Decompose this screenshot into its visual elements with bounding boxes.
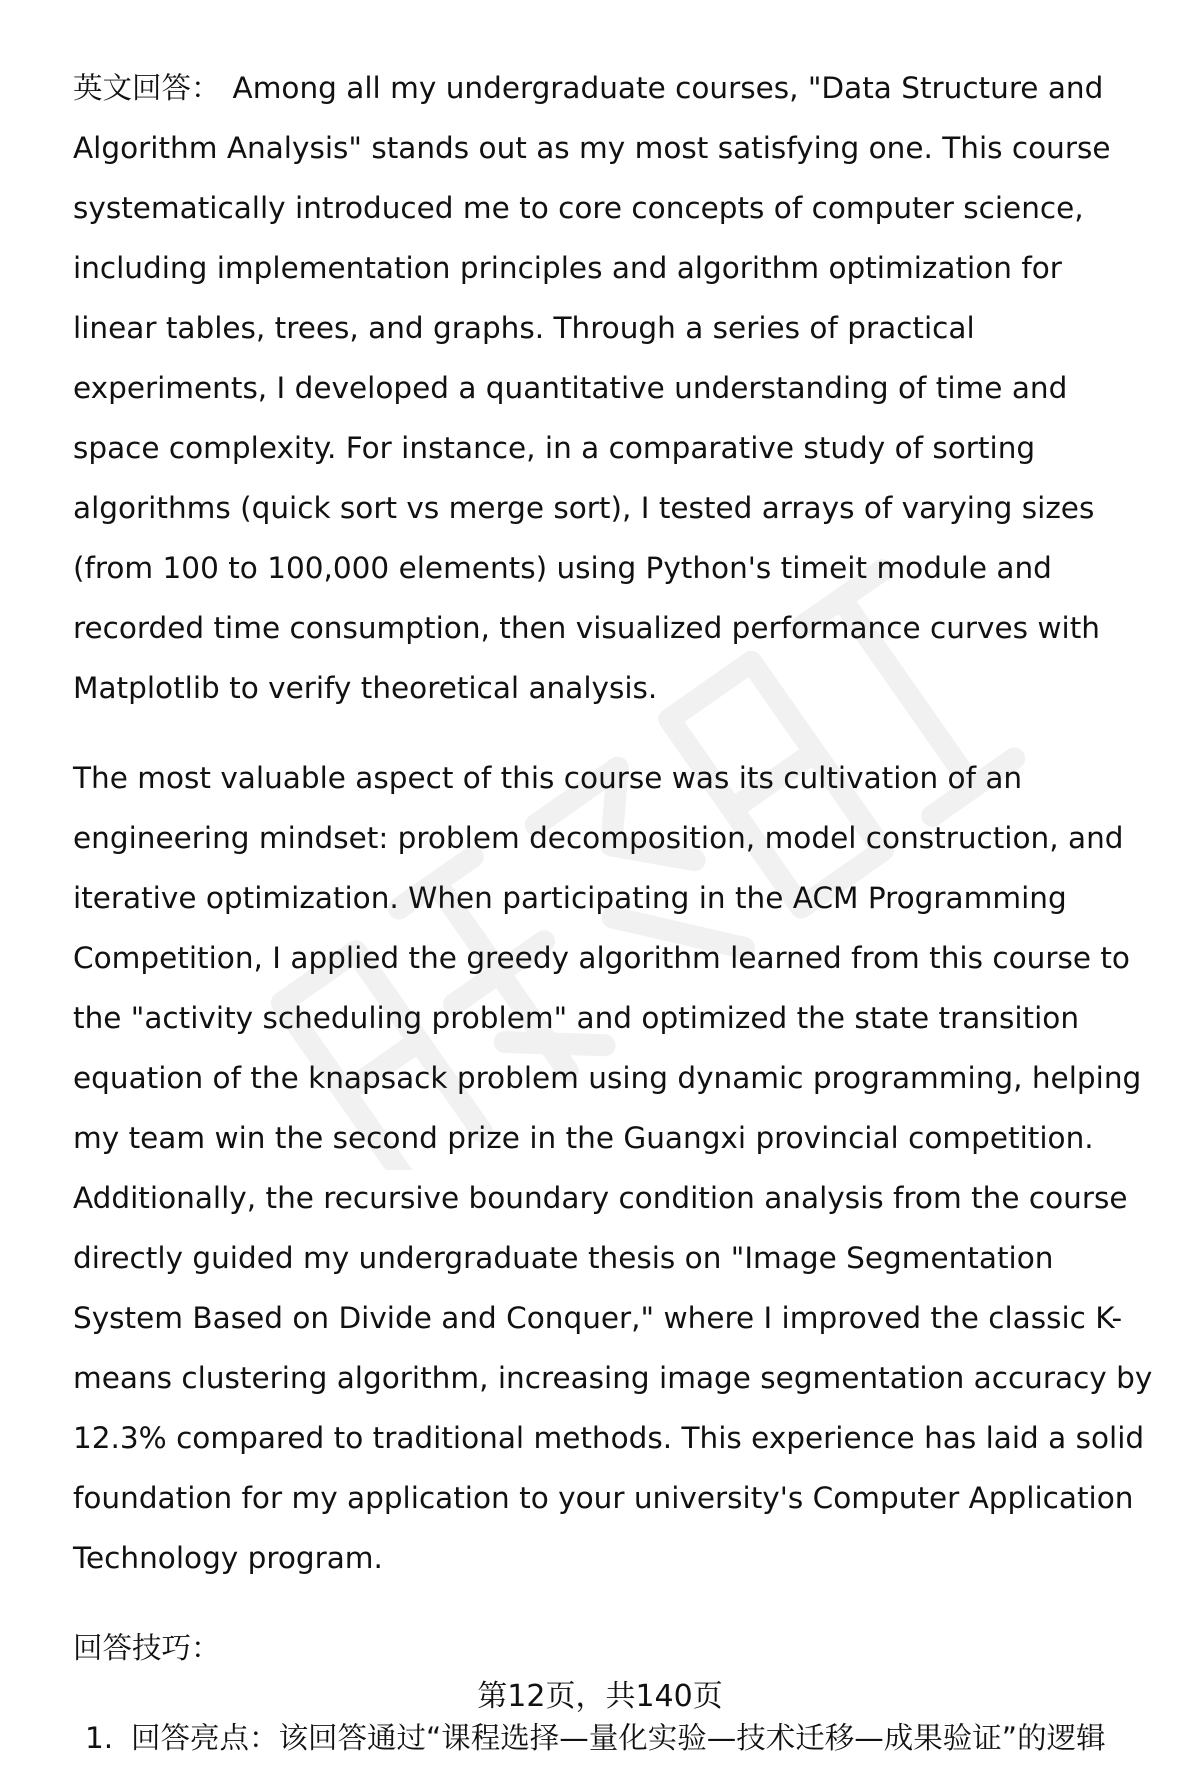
- tips-heading: 回答技巧：: [73, 1631, 221, 1665]
- list-item-number: 1.: [85, 1721, 114, 1755]
- english-answer-paragraph-1: [73, 58, 1153, 718]
- english-answer-label: 英文回答：: [73, 71, 221, 105]
- english-answer-paragraph-2: The most valuable aspect of this course was its cultivation of an engineering mindset: problem decomposition, model construction, and iterative optimization. When participating in the ACM Programming Competition, I applied the greedy algorithm learned from this course to the "activity scheduling problem" and optimized the state transition equation of the knapsack problem using dynamic programming, helping my team win the second prize in the Guangxi provincial competition. Additionally, the recursive boundary condition analysis from the course directly guided my undergraduate thesis on "Image Segmentation System Based on Divide and Conquer," where I improved the classic K-means clustering algorithm, increasing image segmentation accuracy by 12.3% compared to traditional methods. This experience has laid a solid foundation for my application to your university's Computer Application Technology program.: [73, 761, 1153, 1575]
- english-answer-text-1: Among all my undergraduate courses, "Data Structure and Algorithm Analysis" stands out as my most satisfying one. This course systematically introduced me to core concepts of computer science, including implementation principles and algorithm optimization for linear tables, trees, and graphs. Through a series of practical experiments, I developed a quantitative understanding of time and space complexity. For instance, in a comparative study of sorting algorithms (quick sort vs merge sort), I tested arrays of varying sizes (from 100 to 100,000 elements) using Python's timeit module and recorded time consumption, then visualized performance curves with Matplotlib to verify theoretical analysis.: [73, 71, 1111, 705]
- list-item-text: 回答亮点：该回答通过“课程选择—量化实验—技术迁移—成果验证”的逻辑: [131, 1721, 1106, 1755]
- page-number-footer: 第12页，共140页: [477, 1679, 723, 1714]
- document-content: [73, 58, 1153, 1768]
